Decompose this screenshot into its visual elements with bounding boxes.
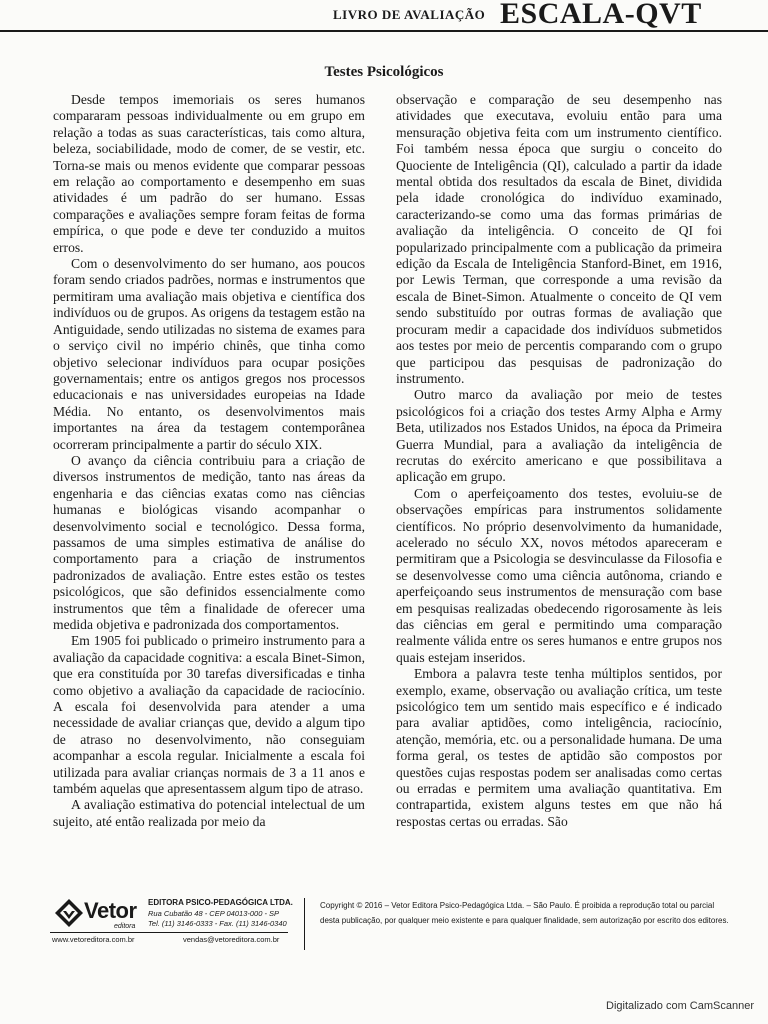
- paragraph-continuation: observação e comparação de seu desempenho nas atividades que executava, evoluiu então para uma mensuração objetiva feita com um instrumento científico. Foi também nessa época que surgiu o conceito do Quociente de Inteligência (QI), calculado a partir da idade mental obtida dos resultados da escala de Binet, dividida pela idade cronológica do indivíduo examinado, caracterizando-se como uma das formas primárias de avaliação da inteligência. O conceito de QI foi popularizado principalmente com a publicação da primeira edição da Escala de Inteligência Stanford-Binet, em 1916, por Lewis Terman, que corresponde a uma revisão da escala de Binet-Simon. Atualmente o conceito de QI vem sendo substituído por outras formas de avaliação que procuram medir a capacidade dos indivíduos submetidos aos testes por meio de percentis comparando com o grupo que participou das pesquisas de padronização do instrumento.: [396, 92, 722, 386]
- header-rule: [0, 30, 768, 32]
- publisher-address: Rua Cubatão 48 - CEP 04013-000 - SP: [148, 909, 280, 918]
- copyright-notice: Copyright © 2016 – Vetor Editora Psico-Pedagógica Ltda. – São Paulo. É proibida a reprodução total ou parcial desta publicação, por qualquer meio existente e para qualquer finalidade, sem autorização por escrito dos editores.: [320, 901, 729, 925]
- vetor-logo-icon: [54, 898, 84, 928]
- footer-vertical-divider: [304, 898, 305, 950]
- paragraph: Com o desenvolvimento do ser humano, aos poucos foram sendo criados padrões, normas e instrumentos que permitiram uma avaliação mais objetiva e científica dos indivíduos ou de grupos. As origens da testagem estão na Antiguidade, sendo utilizadas no sistema de exames para o serviço civil no império chinês, que tinha como objetivo selecionar indivíduos para ocupar posições governamentais; entre os antigos gregos nos processos educacionais e nas universidades europeias na Idade Média. No entanto, os desenvolvimentos mais importantes na área da testagem contemporânea ocorreram principalmente a partir do século XIX.: [53, 256, 365, 452]
- scanner-watermark: Digitalizado com CamScanner: [606, 1000, 754, 1012]
- footer: [50, 892, 730, 952]
- publisher-phone: Tel. (11) 3146-0333 - Fax. (11) 3146-0340: [148, 919, 287, 928]
- email-link[interactable]: vendas@vetoreditora.com.br: [183, 935, 280, 944]
- logo-subtitle: editora: [114, 923, 136, 930]
- publisher-name: EDITORA PSICO-PEDAGÓGICA LTDA.: [148, 898, 293, 907]
- paragraph: A avaliação estimativa do potencial intelectual de um sujeito, até então realizada por meio da: [53, 797, 365, 829]
- paragraph: Desde tempos imemoriais os seres humanos compararam pessoas individualmente ou em grupo em relação a todas as suas características, tais como altura, beleza, sociabilidade, modo de comer, de se vestir, etc. Torna-se mais ou menos evidente que comparar pessoas em relação ao comportamento e desempenho em suas atividades é um padrão do ser humano. Essas comparações e avaliações sempre foram feitas de forma empírica, o que pode e deve ter conduzido a muitos erros.: [53, 92, 365, 255]
- paragraph: Com o aperfeiçoamento dos testes, evoluiu-se de observações empíricas para instrumentos solidamente científicos. No próprio desenvolvimento da humanidade, acelerado no século XX, novos métodos apareceram e permitiram que a Psicologia se desvinculasse da Filosofia e se desenvolvesse como uma ciência autônoma, criando e aperfeiçoando seus instrumentos de mensuração com base em pesquisas realizadas obedecendo rigorosamente às leis das ciências em geral e permitindo uma comparação realmente válida entre os seres humanos e entre grupos nos quais estejam inseridos.: [396, 485, 722, 665]
- article-title: Testes Psicológicos: [324, 64, 444, 80]
- paragraph: Outro marco da avaliação por meio de testes psicológicos foi a criação dos testes Army Alpha e Army Beta, utilizados nos Estados Unidos, na época da Primeira Guerra Mundial, para a avaliação da inteligência de recrutas do exército americano e que possibilitava a aplicação em grupo.: [396, 387, 722, 485]
- left-column: [53, 92, 365, 830]
- footer-divider: [50, 932, 288, 933]
- right-column: [396, 92, 722, 830]
- paragraph: O avanço da ciência contribuiu para a criação de diversos instrumentos de medição, tanto nas áreas da engenharia e das ciências exatas como nas ciências humanas e biológicas visando acompanhar o desenvolvimento social e tecnológico. Dessa forma, passamos de uma simples estimativa de análise do comportamento para a criação de instrumentos padronizados de avaliação. Entre estes estão os testes psicológicos, que são definidos essencialmente como instrumentos que têm a finalidade de oferecer uma medida objetiva e padronizada dos comportamentos.: [53, 452, 365, 632]
- website-link[interactable]: www.vetoreditora.com.br: [52, 935, 135, 944]
- logo-wordmark: Vetor: [84, 898, 137, 923]
- book-label: LIVRO DE AVALIAÇÃO: [333, 7, 486, 22]
- paragraph: Embora a palavra teste tenha múltiplos sentidos, por exemplo, exame, observação ou avaliação crítica, um teste psicológico tem um sentido mais específico e é indicado para avaliar aptidões, como inteligência, raciocínio, atenção, memória, etc. ou a personalidade humana. De uma forma geral, os testes de aptidão são compostos por questões cujas respostas podem ser analisadas como certas ou erradas e permitem uma avaliação quantitativa. Em contrapartida, existem alguns testes em que não há respostas certas ou erradas. São: [396, 666, 722, 829]
- paragraph: Em 1905 foi publicado o primeiro instrumento para a avaliação da capacidade cognitiva: a escala Binet-Simon, que era constituída por 30 tarefas diversificadas e tinha como objetivo a avaliação da capacidade de raciocínio. A escala foi desenvolvida para atender a uma necessidade de avaliar crianças que, devido a algum tipo de atraso no desenvolvimento, não conseguiam acompanhar a escola regular. Inicialmente a escala foi utilizada para avaliar crianças normais de 3 a 11 anos e também aquelas que apresentassem algum tipo de atraso.: [53, 633, 365, 797]
- brand-title: ESCALA-QVT: [500, 0, 702, 30]
